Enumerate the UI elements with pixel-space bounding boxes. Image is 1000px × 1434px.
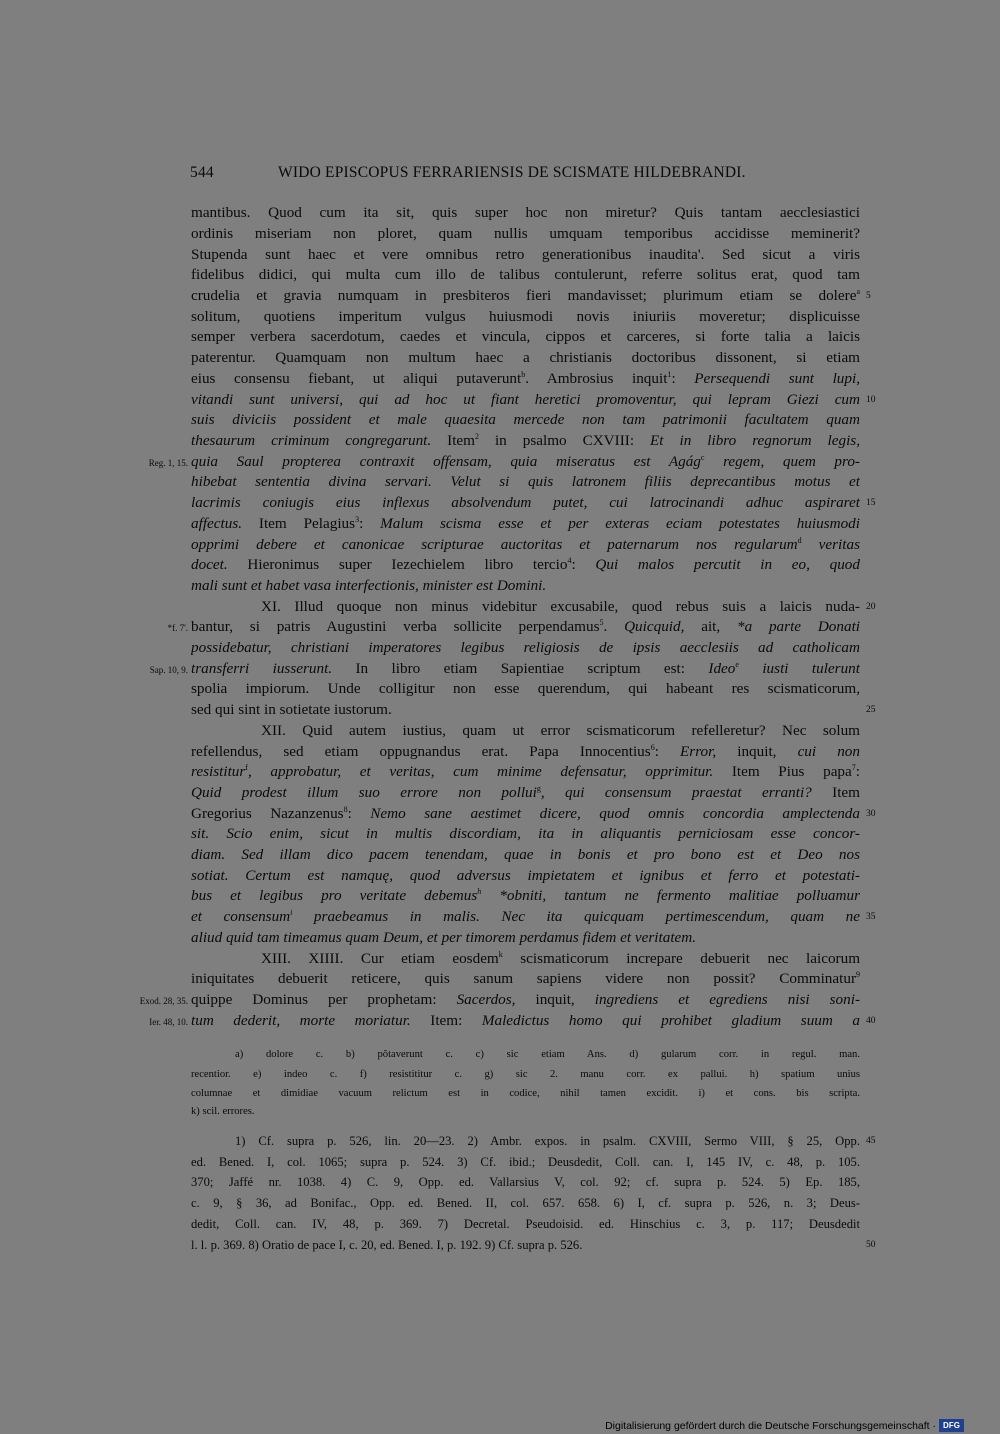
margin-reference: Sap. 10, 9. <box>149 665 188 675</box>
footnote-line: 1) Cf. supra p. 526, lin. 20—23. 2) Ambr. expos. in psalm. CXVIII, Sermo VIII, § 25, Opp. <box>235 1134 860 1148</box>
line-number: 30 <box>866 809 876 819</box>
text-line: XII. Quid autem iustius, quam ut error scismaticorum refelleretur? Nec solum <box>261 722 860 739</box>
text-line: semper verbera sacerdotum, caedes et vincula, cippos et carceres, si forte talia a laicis <box>191 328 860 345</box>
text-line: solitum, quotiens imperitum vulgus huiusmodi novis iniuriis moveretur; displicuisse <box>191 308 860 325</box>
page-number: 544 <box>190 164 214 181</box>
text-line: refellendus, sed etiam oppugnandus erat. Papa Innocentius$^6$: Error, inquit, cui non <box>191 743 860 760</box>
text-line: sed qui sint in sotietate iustorum. <box>191 701 392 718</box>
text-line: transferri iusserunt. In libro etiam Sapientiae scriptum est: Ideo$^e$ iusti tulerunt <box>191 660 860 677</box>
text-line: paterentur. Quamquam non multum haec a christianis doctoribus dissonent, si etiam <box>191 349 860 366</box>
digitization-credit <box>605 1419 964 1432</box>
text-line: mantibus. Quod cum ita sit, quis super hoc non miretur? Quis tantam aecclesiastici <box>191 204 860 221</box>
text-line: et consensum$^i$ praebeamus in malis. Nec ita quicquam pertimescendum, quam ne <box>191 908 860 925</box>
text-line: fidelibus didici, qui multa cum illo de talibus contulerunt, referre solitus erat, quod tam <box>191 266 860 283</box>
footnote-line: dedit, Coll. can. IV, 48, p. 369. 7) Decretal. Pseudoisid. ed. Hinschius c. 3, p. 117; Deusdedit <box>191 1217 860 1231</box>
footnote-line: 370; Jaffé nr. 1038. 4) C. 9, Opp. ed. Vallarsius V, col. 92; cf. supra p. 524. 5) Ep. 185, <box>191 1175 860 1189</box>
line-number: 35 <box>866 912 876 922</box>
text-line: sit. Scio enim, sicut in multis discordiam, ita in aliquantis perniciosam esse concor- <box>191 825 860 842</box>
running-title: WIDO EPISCOPUS FERRARIENSIS DE SCISMATE HILDEBRANDI. <box>278 164 746 181</box>
line-number: 15 <box>866 498 876 508</box>
line-number: 25 <box>866 705 876 715</box>
text-line: quippe Dominus per prophetam: Sacerdos, inquit, ingrediens et egrediens nisi soni- <box>191 991 860 1008</box>
text-line: crudelia et gravia numquam in presbiteros fieri mandavisset; plurimum etiam se dolere$^a$ <box>191 287 860 304</box>
text-line: eius consensu fiebant, ut aliqui putaverunt$^b$. Ambrosius inquit$^1$: Persequendi sunt lupi, <box>191 370 860 387</box>
text-line: Stupenda sunt haec et vere omnibus retro generationibus inaudita'. Sed sicut a viris <box>191 246 860 263</box>
line-number: 10 <box>866 395 876 405</box>
apparatus-line: a) dolore c. b) pŏtaverunt c. c) sic etiam Ans. d) gularum corr. in regul. man. <box>235 1049 860 1060</box>
text-line: lacrimis coniugis eius inflexus absolvendum putet, cui latrocinandi adhuc aspiraret <box>191 494 860 511</box>
text-line: suis diviciis possident et male quaesita mercede non tam patrimonii facultatem quam <box>191 411 860 428</box>
text-line: spolia impiorum. Unde colligitur non esse querendum, qui habeant res scismaticorum, <box>191 680 860 697</box>
line-number: 40 <box>866 1016 876 1026</box>
text-line: affectus. Item Pelagius$^3$: Malum scisma esse et per exteras eciam potestates huiusmodi <box>191 515 860 532</box>
text-line: aliud quid tam timeamus quam Deum, et per timorem perdamus fidem et veritatem. <box>191 929 697 946</box>
line-number: 50 <box>866 1240 876 1250</box>
credit-text: Digitalisierung gefördert durch die Deutsche Forschungsgemeinschaft · <box>605 1419 936 1432</box>
text-line: iniquitates debuerit reticere, quis sanum sapiens videre non possit? Comminatur$^9$ <box>191 970 860 987</box>
text-line: ordinis miseriam non ploret, quam nullis umquam temporibus accidisse meminerit? <box>191 225 860 242</box>
text-line: Quid prodest illum suo errore non pollui$^g$, qui consensum praestat erranti? Item <box>191 784 860 801</box>
text-line: XIII. XIIII. Cur etiam eosdem$^k$ scismaticorum increpare debuerit nec laicorum <box>261 950 860 967</box>
text-line: bus et legibus pro veritate debemus$^h$ *obniti, tantum ne fermento malitiae polluamur <box>191 887 860 904</box>
text-line: sotiat. Certum est namquę, quod adversus impietatem et ignibus et ferro et potestati- <box>191 867 860 884</box>
line-number: 45 <box>866 1136 876 1146</box>
text-line: docet. Hieronimus super Iezechielem libro tercio$^4$: Qui malos percutit in eo, quod <box>191 556 860 573</box>
text-line: Gregorius Nazanzenus$^8$: Nemo sane aestimet dicere, quod omnis concordia amplectenda <box>191 805 860 822</box>
dfg-logo: DFG <box>939 1419 964 1432</box>
text-line: possidebatur, christiani imperatores legibus religiosis de ipsis aecclesiis ad catholicam <box>191 639 860 656</box>
text-line: bantur, si patris Augustini verba sollicite perpendamus$^5$. Quicquid, ait, *a parte Donati <box>191 618 860 635</box>
line-number: 5 <box>866 291 871 301</box>
margin-reference: Reg. 1, 15. <box>148 458 188 468</box>
text-line: quia Saul propterea contraxit offensam, quia miseratus est Agág$^c$ regem, quem pro- <box>191 453 860 470</box>
margin-reference: Exod. 28, 35. <box>139 996 188 1006</box>
text-line: thesaurum criminum congregarunt. Item$^2$ in psalmo CXVIII: Et in libro regnorum legis, <box>191 432 860 449</box>
apparatus-line: columnae et dimidiae vacuum relictum est in codice, nihil tamen excidit. i) et cons. bis scripta. <box>191 1088 860 1099</box>
text-line: opprimi debere et canonicae scripturae auctoritas et paternarum nos regularum$^d$ veritas <box>191 536 860 553</box>
text-line: hibebat sententia divina servari. Velut si quis latronem filiis deprecantibus motus et <box>191 473 860 490</box>
footnote-line: ed. Bened. I, col. 1065; supra p. 524. 3) Cf. ibid.; Deusdedit, Coll. can. I, 145 IV, c. 48, p. 105. <box>191 1155 860 1169</box>
text-line: vitandi sunt universi, qui ad hoc ut fiant heretici promoventur, qui lepram Giezi cum <box>191 391 860 408</box>
apparatus-line: recentior. e) indeo c. f) resistititur c. g) sic 2. manu corr. ex pallui. h) spatium unius <box>191 1069 860 1080</box>
margin-reference: *f. 7'. <box>167 623 188 633</box>
text-line: resistitur$^f$, approbatur, et veritas, cum minime defensatur, opprimitur. Item Pius papa$^7$: <box>191 763 860 780</box>
apparatus-line: k) scil. errores. <box>191 1106 255 1117</box>
text-line: mali sunt et habet vasa interfectionis, minister est Domini. <box>191 577 547 594</box>
footnote-line: l. l. p. 369. 8) Oratio de pace I, c. 20, ed. Bened. I, p. 192. 9) Cf. supra p. 526. <box>191 1238 583 1252</box>
text-line: XI. Illud quoque non minus videbitur excusabile, quod rebus suis a laicis nuda- <box>261 598 860 615</box>
footnote-line: c. 9, § 36, ad Bonifac., Opp. ed. Bened. II, col. 657. 658. 6) I, cf. supra p. 526, n. 3; Deus- <box>191 1196 860 1210</box>
margin-reference: Ier. 48, 10. <box>149 1017 188 1027</box>
text-line: tum dederit, morte moriatur. Item: Maledictus homo qui prohibet gladium suum a <box>191 1012 860 1029</box>
text-line: diam. Sed illam dico pacem tenendam, quae in bonis et pro bono est et Deo nos <box>191 846 860 863</box>
line-number: 20 <box>866 602 876 612</box>
